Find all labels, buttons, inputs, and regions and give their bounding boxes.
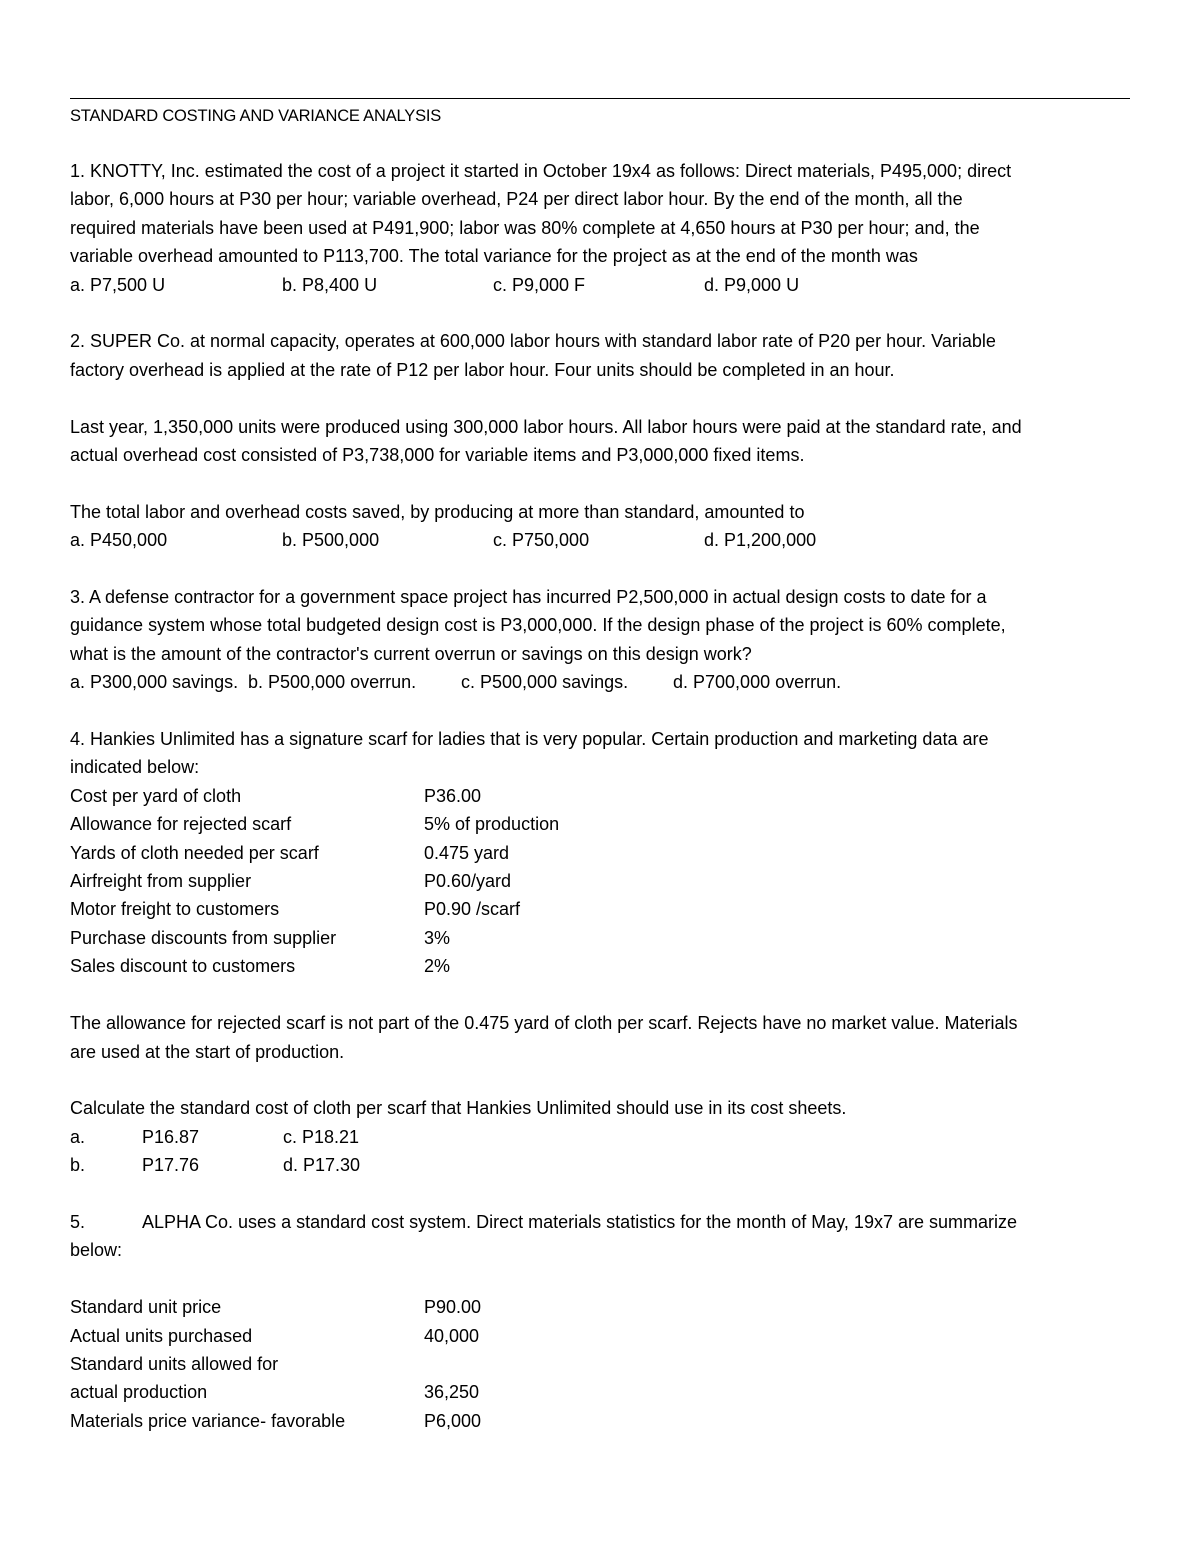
data-label: Sales discount to customers	[70, 956, 296, 977]
option-value: P17.76	[142, 1155, 200, 1176]
data-label: Materials price variance- favorable	[70, 1410, 346, 1431]
data-label: actual production	[70, 1382, 208, 1403]
data-label: Allowance for rejected scarf	[70, 814, 292, 835]
data-value: P6,000	[424, 1410, 482, 1431]
question-text-line: actual overhead cost consisted of P3,738,000 for variable items and P3,000,000 fixed items.	[70, 445, 805, 466]
data-value: P0.90 /scarf	[424, 899, 521, 920]
question-text-line: 2. SUPER Co. at normal capacity, operates at 600,000 labor hours with standard labor rate of P20 per hour. Variable	[70, 331, 996, 352]
question-prompt: The total labor and overhead costs saved, by producing at more than standard, amounted to	[70, 501, 805, 522]
option-a: a. P7,500 U	[70, 274, 166, 295]
option-d: d. P9,000 U	[704, 274, 800, 295]
data-table	[70, 1293, 1130, 1435]
option-letter: b.	[70, 1155, 86, 1176]
page-title: STANDARD COSTING AND VARIANCE ANALYSIS	[70, 107, 442, 125]
data-label: Airfreight from supplier	[70, 871, 252, 892]
answer-row	[70, 1123, 1130, 1151]
data-row	[70, 895, 1130, 923]
question-5	[70, 1208, 1130, 1435]
question-1	[70, 157, 1130, 299]
question-text-line: what is the amount of the contractor's current overrun or savings on this design work?	[70, 643, 752, 664]
option-c: c. P9,000 F	[493, 274, 586, 295]
data-value: 5% of production	[424, 814, 560, 835]
data-label: Yards of cloth needed per scarf	[70, 842, 319, 863]
option-c: c. P750,000	[493, 530, 590, 551]
data-row	[70, 810, 1130, 838]
answer-row	[70, 1151, 1130, 1179]
answer-options	[70, 526, 1130, 554]
option-a: a. P300,000 savings.	[70, 672, 239, 693]
question-number: 5.	[70, 1211, 86, 1232]
data-value: 3%	[424, 927, 451, 948]
data-label: Standard unit price	[70, 1297, 222, 1318]
question-4	[70, 725, 1130, 1179]
question-3	[70, 583, 1130, 697]
data-row	[70, 952, 1130, 980]
question-text-line: labor, 6,000 hours at P30 per hour; variable overhead, P24 per direct labor hour. By the end of the month, all the	[70, 189, 963, 210]
data-row	[70, 1407, 1130, 1435]
data-label: Motor freight to customers	[70, 899, 280, 920]
data-label: Cost per yard of cloth	[70, 785, 242, 806]
header-rule	[70, 98, 1130, 99]
data-value: P0.60/yard	[424, 871, 512, 892]
option-d: d. P1,200,000	[704, 530, 817, 551]
data-row	[70, 839, 1130, 867]
option-value: P16.87	[142, 1126, 200, 1147]
question-prompt: Calculate the standard cost of cloth per scarf that Hankies Unlimited should use in its cost sheets.	[70, 1098, 847, 1119]
data-row	[70, 867, 1130, 895]
data-label: Actual units purchased	[70, 1325, 253, 1346]
data-label: Purchase discounts from supplier	[70, 927, 337, 948]
question-text-line: factory overhead is applied at the rate of P12 per labor hour. Four units should be completed in an hour.	[70, 359, 895, 380]
question-text-line	[70, 1208, 1130, 1236]
note-line: are used at the start of production.	[70, 1041, 345, 1062]
question-text-line: 4. Hankies Unlimited has a signature scarf for ladies that is very popular. Certain production and marketing data are	[70, 729, 989, 750]
question-2	[70, 327, 1130, 554]
data-value: P36.00	[424, 785, 482, 806]
document-body	[70, 157, 1130, 1435]
question-text-line: 3. A defense contractor for a government space project has incurred P2,500,000 in actual design costs to date for a	[70, 587, 987, 608]
data-row	[70, 1378, 1130, 1406]
option-a: a. P450,000	[70, 530, 168, 551]
note-line: The allowance for rejected scarf is not part of the 0.475 yard of cloth per scarf. Rejects have no market value. Materials	[70, 1013, 1018, 1034]
data-table	[70, 782, 1130, 981]
question-text-line: guidance system whose total budgeted design cost is P3,000,000. If the design phase of the project is 60% complete,	[70, 615, 1006, 636]
question-text-line: variable overhead amounted to P113,700. The total variance for the project as at the end of the month was	[70, 246, 918, 267]
question-text-line: 1. KNOTTY, Inc. estimated the cost of a project it started in October 19x4 as follows: Direct materials, P495,000; direct	[70, 161, 1012, 181]
question-text-line: indicated below:	[70, 757, 200, 778]
data-row	[70, 924, 1130, 952]
data-row	[70, 1350, 1130, 1378]
option-b: b. P8,400 U	[282, 274, 378, 295]
answer-options	[70, 668, 1130, 696]
option-d: d. P17.30	[283, 1155, 361, 1176]
data-row	[70, 1322, 1130, 1350]
data-value: 36,250	[424, 1382, 480, 1403]
data-label: Standard units allowed for	[70, 1353, 279, 1374]
data-value: 40,000	[424, 1325, 480, 1346]
option-b: b. P500,000	[282, 530, 380, 551]
question-text-line: required materials have been used at P491,900; labor was 80% complete at 4,650 hours at P30 per hour; and, the	[70, 217, 980, 238]
option-b: b. P500,000 overrun.	[248, 672, 417, 693]
data-value: 0.475 yard	[424, 842, 510, 863]
option-d: d. P700,000 overrun.	[673, 672, 842, 693]
question-text-line: below:	[70, 1240, 123, 1261]
option-c: c. P500,000 savings.	[461, 672, 629, 693]
data-value: P90.00	[424, 1297, 482, 1318]
data-row	[70, 782, 1130, 810]
data-value: 2%	[424, 956, 451, 977]
data-row	[70, 1293, 1130, 1321]
option-c: c. P18.21	[283, 1126, 360, 1147]
answer-options	[70, 271, 1130, 299]
question-text-line: Last year, 1,350,000 units were produced using 300,000 labor hours. All labor hours were paid at the standard rate, and	[70, 416, 1022, 437]
option-letter: a.	[70, 1126, 86, 1147]
question-text: ALPHA Co. uses a standard cost system. Direct materials statistics for the month of May, 19x7 are summarize	[142, 1211, 1017, 1232]
